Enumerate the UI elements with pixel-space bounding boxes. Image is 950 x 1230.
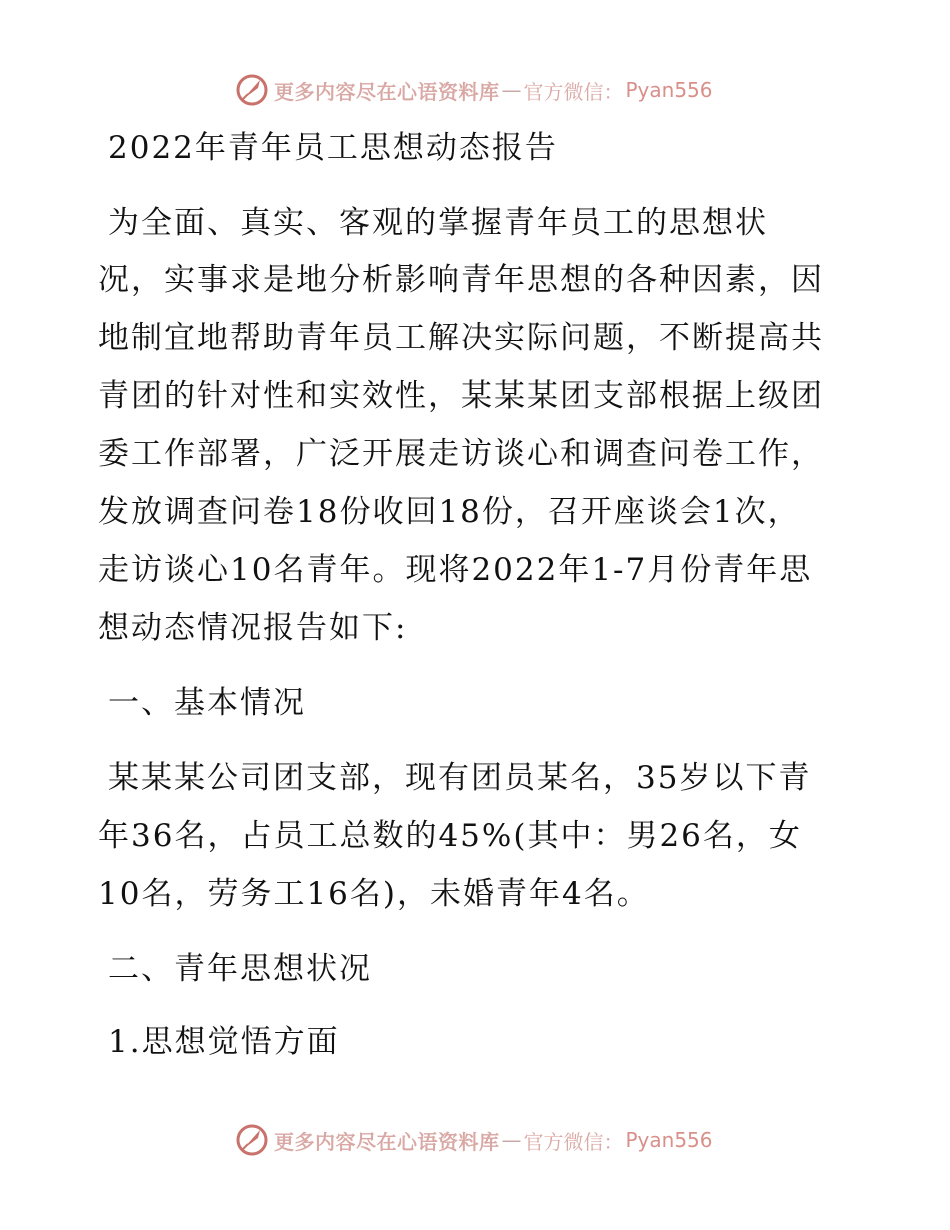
watermark-dash: — [501,1128,522,1152]
watermark-wechat-label: 官方微信： [523,79,624,104]
intro-line: 地制宜地帮助青年员工解决实际问题，不断提高共 [98,320,824,356]
watermark-wechat-id: Pyan556 [625,1128,713,1152]
intro-line: 发放调查问卷18份收回18份，召开座谈会1次， [98,494,801,530]
watermark-wechat-label: 官方微信： [523,1129,624,1154]
intro-line: 想动态情况报告如下: [98,610,408,646]
basic-info-line: 10名，劳务工16名)，未婚青年4名。 [98,876,650,912]
document-title: 2022年青年员工思想动态报告 [108,130,558,166]
watermark-text: 更多内容尽在心语资料库 [274,1129,500,1154]
quill-logo-icon [234,72,270,108]
section-heading-basic: 一、基本情况 [108,685,306,721]
watermark-footer [234,1120,713,1160]
watermark-text: 更多内容尽在心语资料库 [274,79,500,104]
section-heading-thinking: 二、青年思想状况 [108,951,372,987]
intro-line: 委工作部署，广泛开展走访谈心和调查问卷工作， [98,436,824,472]
basic-info-line: 年36名，占员工总数的45%(其中：男26名，女 [98,818,802,854]
intro-line: 走访谈心10名青年。现将2022年1-7月份青年思 [98,552,813,588]
watermark-dash: — [501,78,522,102]
intro-line: 况，实事求是地分析影响青年思想的各种因素，因 [98,262,824,298]
quill-logo-icon [234,1122,270,1158]
watermark-wechat-id: Pyan556 [625,78,713,102]
basic-info-line: 某某某公司团支部，现有团员某名，35岁以下青 [108,760,812,796]
intro-line: 为全面、真实、客观的掌握青年员工的思想状 [108,205,768,241]
watermark-header [234,70,713,110]
subsection-heading-awareness: 1.思想觉悟方面 [108,1024,340,1060]
intro-line: 青团的针对性和实效性，某某某团支部根据上级团 [98,378,824,414]
